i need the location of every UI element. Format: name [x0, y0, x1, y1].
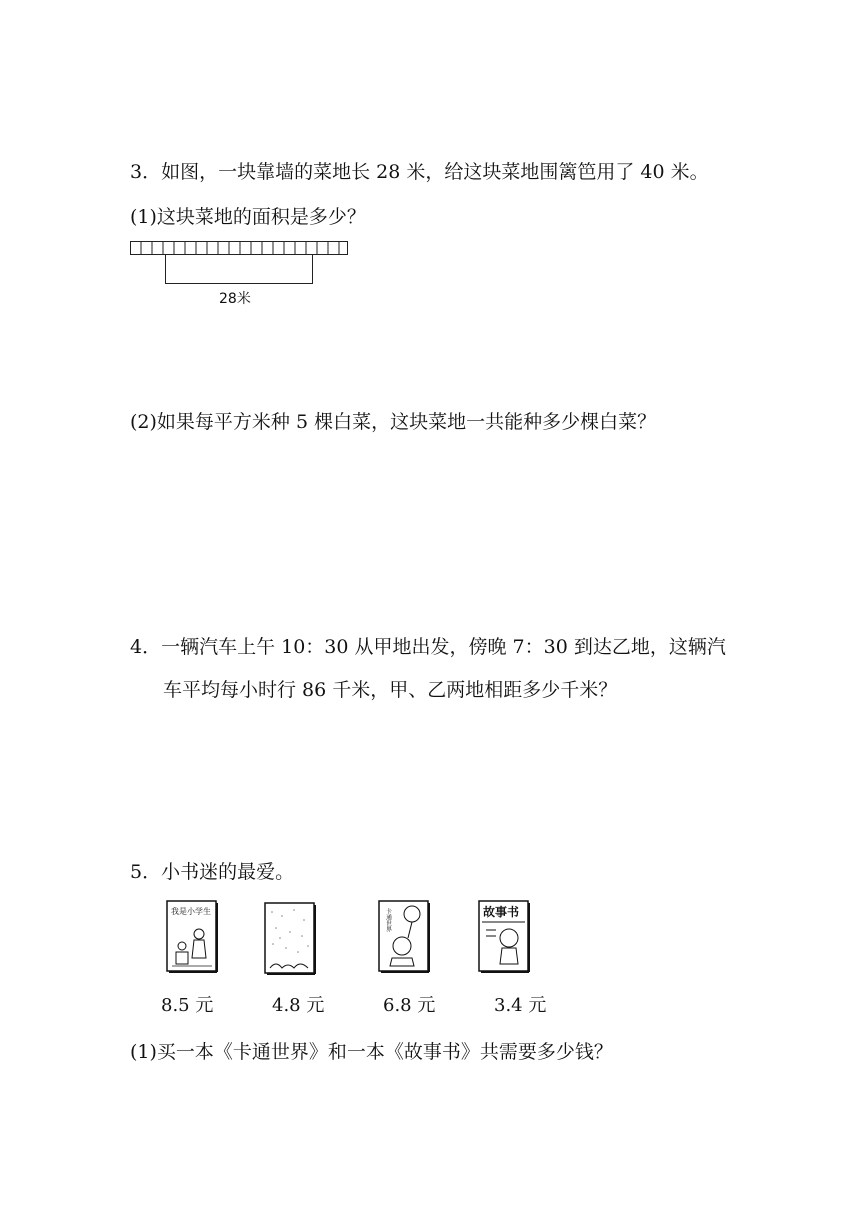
book-cover-4 — [478, 900, 532, 978]
price-4: 3.4 元 — [494, 995, 547, 1016]
book-cover-3 — [378, 900, 432, 978]
garden-outline — [165, 254, 313, 284]
q4-line1: 4．一辆汽车上午 10：30 从甲地出发，傍晚 7：30 到达乙地，这辆汽 — [130, 636, 726, 658]
q3-part1: (1)这块菜地的面积是多少？ — [130, 206, 366, 228]
length-label: 28米 — [219, 291, 251, 307]
price-3: 6.8 元 — [383, 995, 436, 1016]
price-2: 4.8 元 — [272, 995, 325, 1016]
q3-part2: (2)如果每平方米种 5 棵白菜，这块菜地一共能种多少棵白菜？ — [130, 411, 657, 433]
book-1-title: 我是小学生 — [171, 907, 211, 916]
book-cover-2 — [264, 902, 318, 980]
book-3-title: 卡通世界 — [384, 908, 392, 932]
q3-stem: 3．如图，一块靠墙的菜地长 28 米，给这块菜地围篱笆用了 40 米。 — [130, 161, 709, 183]
book-4-title: 故事书 — [483, 905, 520, 919]
wall-diagram — [130, 240, 348, 254]
book-cover-1 — [166, 900, 220, 978]
q5-stem: 5．小书迷的最爱。 — [130, 861, 295, 883]
q4-line2: 车平均每小时行 86 千米，甲、乙两地相距多少千米？ — [163, 679, 618, 701]
q5-part1: (1)买一本《卡通世界》和一本《故事书》共需要多少钱？ — [130, 1041, 613, 1063]
price-1: 8.5 元 — [161, 995, 214, 1016]
